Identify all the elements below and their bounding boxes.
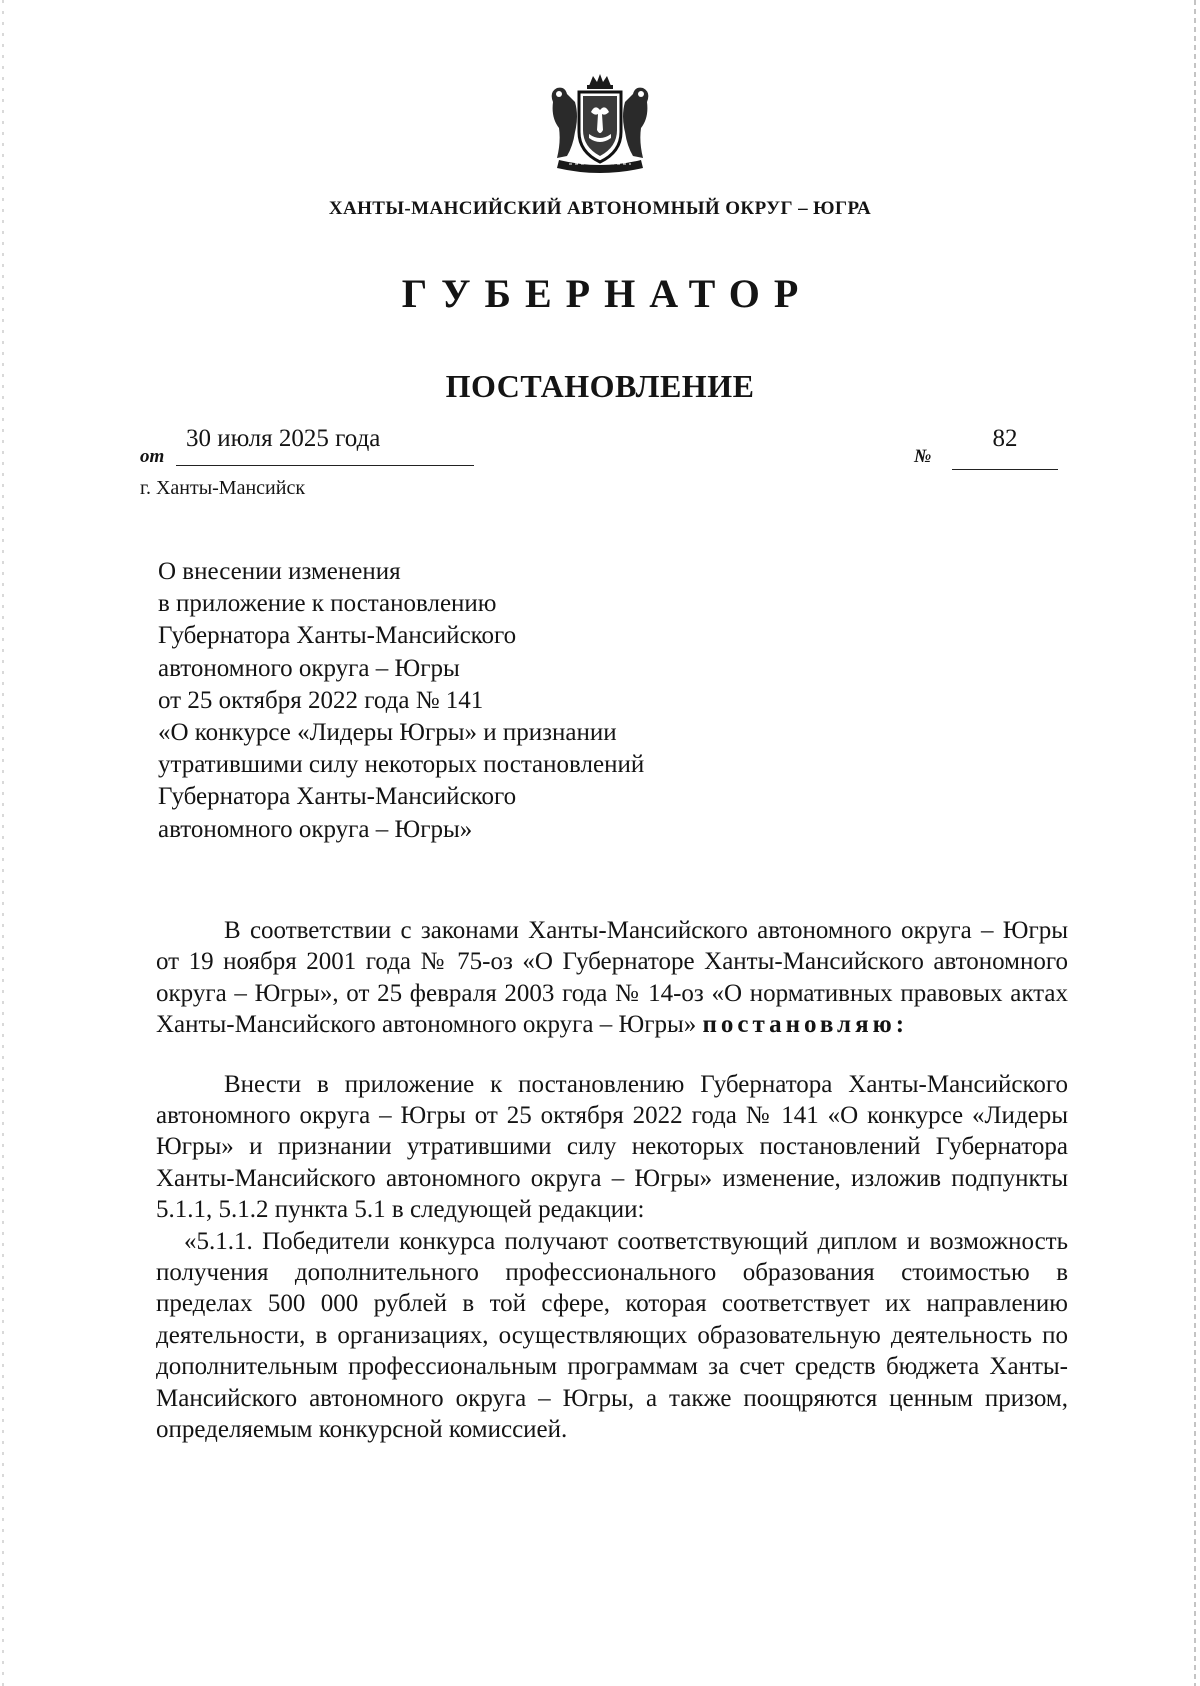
resolution-word: постановляю: [702, 1011, 909, 1039]
date-label: от [140, 446, 165, 467]
clause-5-1-1: «5.1.1. Победители конкурса получают соответствующий диплом и возможность получения дополнительного профессионального образования стоимостью в пределах 500 000 рублей в той сфере, которая соответствует их направлению деятельности, в организациях, осуществляющих образовательную деятельность по дополнительным профессиональным программам за счет средств бюджета Ханты-Мансийского автономного округа – Югры, а также поощряются ценным призом, определяемым конкурсной комиссией. [156, 1227, 1068, 1444]
date-underline [176, 465, 474, 466]
title-line: от 25 октября 2022 года № 141 [158, 686, 484, 714]
document-date: 30 июля 2025 года [186, 425, 381, 452]
preamble-paragraph [156, 915, 1068, 1041]
title-line: в приложение к постановлению [158, 590, 497, 618]
coat-of-arms-icon [545, 72, 655, 178]
title-line: Губернатора Ханты-Мансийского [158, 783, 517, 811]
title-line: утратившими силу некоторых постановлений [158, 751, 645, 779]
document-body [156, 915, 1068, 1446]
number-underline [952, 469, 1058, 470]
title-line: автономного округа – Югры [158, 654, 460, 682]
title-line: автономного округа – Югры» [158, 815, 473, 843]
title-line: Губернатора Ханты-Мансийского [158, 622, 517, 650]
scan-edge-right [1194, 0, 1196, 1686]
amendment-paragraph: Внести в приложение к постановлению Губернатора Ханты-Мансийского автономного округа – Югры от 25 октября 2022 года № 141 «О конкурсе «Лидеры Югры» и признании утратившими силу некоторых постановлений Губернатора Ханты-Мансийского автономного округа – Югры» изменение, изложив подпункты 5.1.1, 5.1.2 пункта 5.1 в следующей редакции: [156, 1070, 1068, 1224]
title-line: О внесении изменения [158, 558, 401, 585]
document-type: ПОСТАНОВЛЕНИЕ [445, 368, 755, 404]
scan-edge-left [2, 0, 4, 1686]
number-label: № [914, 446, 932, 467]
issuing-city: г. Ханты-Мансийск [140, 477, 306, 499]
authority-title: ГУБЕРНАТОР [401, 271, 813, 316]
region-name: ХАНТЫ-МАНСИЙСКИЙ АВТОНОМНЫЙ ОКРУГ – ЮГРА [328, 198, 872, 219]
preamble-text: В соответствии с законами Ханты-Мансийского автономного округа – Югры от 19 ноября 2001 года № 75-оз «О Губернаторе Ханты-Мансийского автономного округа – Югры», от 25 февраля 2003 года № 14-оз «О нормативных правовых актах Ханты-Мансийского автономного округа – Югры» [156, 917, 1068, 1039]
document-number: 82 [992, 425, 1018, 452]
title-line: «О конкурсе «Лидеры Югры» и признании [158, 719, 617, 747]
document-title [158, 556, 778, 846]
